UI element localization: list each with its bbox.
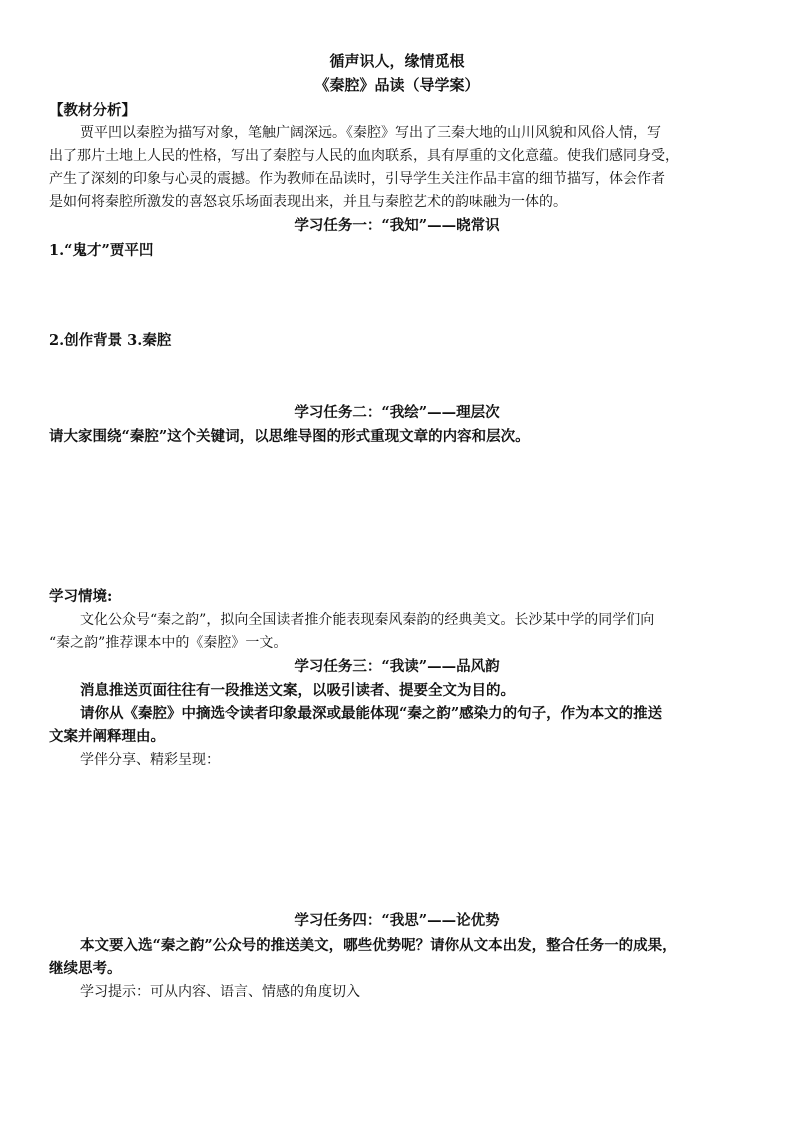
- task3-line-3: 文案并阐释理由。: [49, 728, 165, 745]
- task1-item-2: 2.创作背景 3.秦腔: [49, 332, 172, 349]
- analysis-line-1: 贾平凹以秦腔为描写对象，笔触广阔深远。《秦腔》写出了三秦大地的山川风貌和风俗人情，写: [80, 125, 661, 141]
- analysis-line-3: 产生了深刻的印象与心灵的震撼。作为教师在品读时，引导学生关注作品丰富的细节描写，体会作者: [49, 171, 665, 187]
- page-title: 循声识人，缘情觅根: [329, 52, 465, 70]
- context-line-2: “秦之韵”推荐课本中的《秦腔》一文。: [49, 635, 288, 651]
- task1-item-1: 1.“鬼才”贾平凹: [49, 242, 154, 259]
- context-line-1: 文化公众号“秦之韵”，拟向全国读者推介能表现秦风秦韵的经典美文。长沙某中学的同学们向: [80, 612, 655, 628]
- task3-share: 学伴分享、精彩呈现：: [80, 752, 220, 768]
- task4-line-1: 本文要入选“秦之韵”公众号的推送美文，哪些优势呢？请你从文本出发，整合任务一的成果，: [80, 937, 677, 954]
- task4-hint: 学习提示：可从内容、语言、情感的角度切入: [80, 984, 360, 1000]
- context-label: 学习情境:: [49, 588, 113, 605]
- task4-line-2: 继续思考。: [49, 960, 122, 977]
- analysis-line-4: 是如何将秦腔所激发的喜怒哀乐场面表现出来，并且与秦腔艺术的韵味融为一体的。: [49, 194, 567, 210]
- task3-title: 学习任务三：“我读”——品风韵: [294, 658, 500, 675]
- task4-title: 学习任务四：“我思”——论优势: [294, 912, 500, 929]
- page-subtitle: 《秦腔》品读（导学案）: [314, 76, 480, 94]
- task3-line-1: 消息推送页面往往有一段推送文案，以吸引读者、提要全文为目的。: [80, 682, 515, 699]
- task1-title: 学习任务一：“我知”——晓常识: [294, 217, 500, 234]
- analysis-line-2: 出了那片土地上人民的性格，写出了秦腔与人民的血肉联系，具有厚重的文化意蕴。使我们感同身受，: [49, 148, 679, 164]
- task3-line-2: 请你从《秦腔》中摘选令读者印象最深或最能体现“秦之韵”感染力的句子，作为本文的推送: [80, 705, 663, 722]
- task2-prompt: 请大家围绕“秦腔”这个关键词，以思维导图的形式重现文章的内容和层次。: [49, 428, 530, 445]
- analysis-heading: 【教材分析】: [49, 102, 136, 119]
- task2-title: 学习任务二：“我绘”——理层次: [294, 404, 500, 421]
